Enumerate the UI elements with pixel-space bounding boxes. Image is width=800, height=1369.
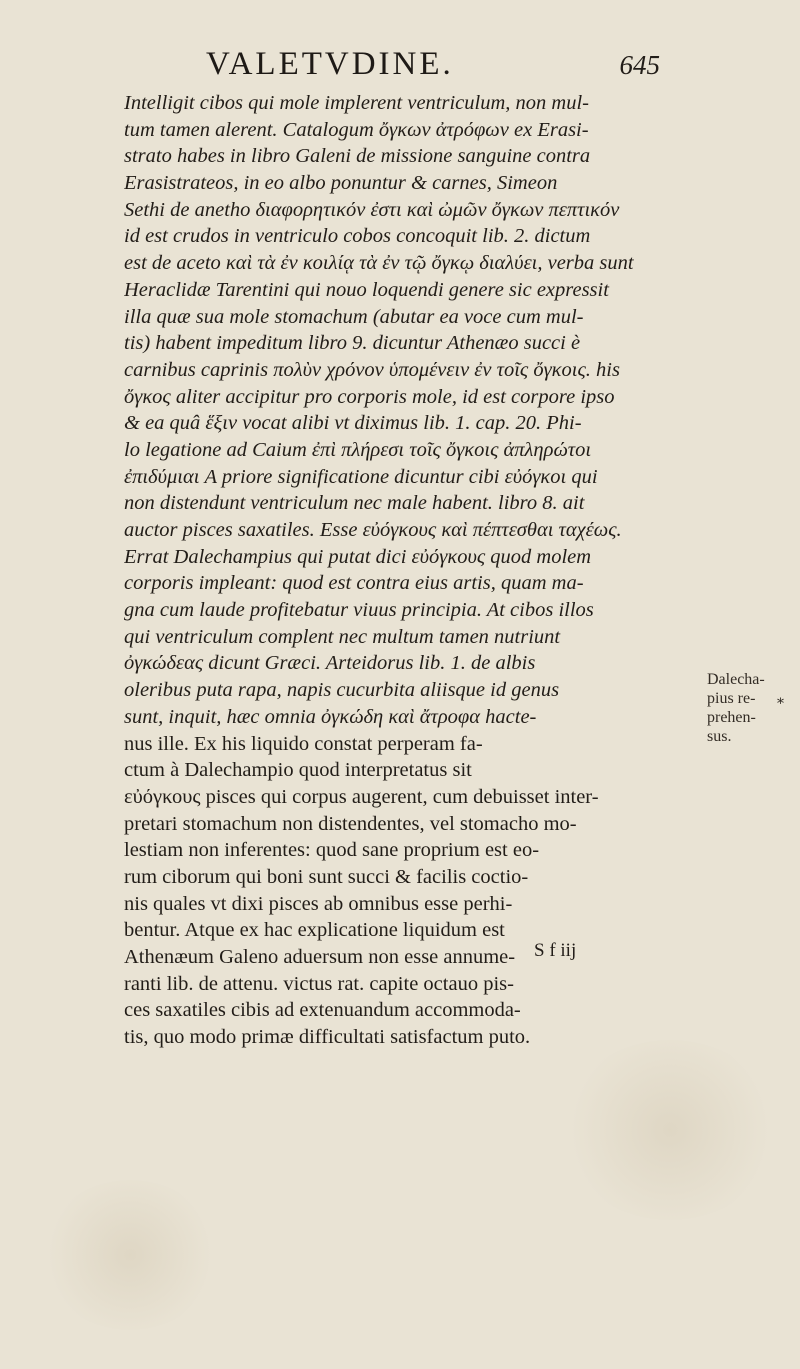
margin-note-line: pius re- — [707, 690, 756, 707]
running-head — [190, 46, 660, 86]
text-line: & ea quâ ἕξιν vocat alibi vt diximus lib. 1. cap. 20. Phi- — [124, 412, 582, 435]
text-line: illa quæ sua mole stomachum (abutar ea voce cum mul- — [124, 305, 584, 328]
asterisk-mark: * — [777, 696, 784, 712]
text-line: non distendunt ventriculum nec male habent. libro 8. ait — [124, 492, 585, 515]
text-line: Sethi de anetho διαφορητικόν ἐστι καὶ ὠμῶν ὄγκων πεπτικόν — [124, 198, 620, 221]
text-line: ὄγκος aliter accipitur pro corporis mole, id est corpore ipso — [124, 385, 615, 408]
margin-note-line: prehen- — [707, 709, 756, 726]
paper-stain — [40, 1180, 220, 1330]
text-line: carnibus caprinis πολὺν χρόνον ὑπομένειν ἐν τοῖς ὄγκοις. his — [124, 358, 620, 381]
margin-note-line: Dalecha- — [707, 671, 765, 688]
text-line: bentur. Atque ex hac explicatione liquidum est — [124, 919, 505, 942]
text-line: εὐόγκους pisces qui corpus augerent, cum debuisset inter- — [124, 785, 599, 808]
margin-note — [707, 670, 777, 746]
text-line: ranti lib. de attenu. victus rat. capite octauo pis- — [124, 972, 514, 995]
text-line: lestiam non inferentes: quod sane proprium est eo- — [124, 839, 540, 862]
text-line: Intelligit cibos qui mole implerent ventriculum, non mul- — [124, 92, 589, 114]
text-line: Heraclidæ Tarentini qui nouo loquendi genere sic expressit — [124, 278, 609, 301]
text-line: tis) habent impeditum libro 9. dicuntur Athenæo succi è — [124, 332, 581, 355]
text-line: ἐπιδύμιαι A priore significatione dicuntur cibi εὐόγκοι qui — [124, 465, 598, 488]
margin-note-line: sus. — [707, 728, 732, 745]
text-line: ces saxatiles cibis ad extenuandum accommoda- — [124, 999, 521, 1022]
text-line: Errat Dalechampius qui putat dici εὐόγκους quod molem — [124, 545, 592, 568]
text-line: Athenæum Galeno aduersum non esse annume- — [124, 946, 516, 968]
text-line: est de aceto καὶ τὰ ἐν κοιλίᾳ τὰ ἐν τῷ ὄγκῳ διαλύει, verba sunt — [124, 252, 634, 275]
text-line: tum tamen alerent. Catalogum ὄγκων ἀτρόφων ex Erasi- — [124, 118, 589, 141]
paper-stain — [560, 1040, 780, 1220]
signature-mark: S f iij — [534, 940, 577, 961]
page-number: 645 — [619, 50, 660, 80]
text-line: oleribus puta rapa, napis cucurbita aliisque id genus — [124, 679, 560, 702]
text-line: corporis impleant: quod est contra eius artis, quam ma- — [124, 572, 584, 595]
text-line: nis quales vt dixi pisces ab omnibus esse perhi- — [124, 892, 513, 915]
text-line: id est crudos in ventriculo cobos concoquit lib. 2. dictum — [124, 225, 591, 248]
text-line: auctor pisces saxatiles. Esse εὐόγκους καὶ πέπτεσθαι ταχέως. — [124, 519, 622, 541]
body-text — [124, 90, 684, 1051]
text-line: strato habes in libro Galeni de missione sanguine contra — [124, 145, 591, 168]
text-line: Erasistrateos, in eo albo ponuntur & carnes, Simeon — [124, 172, 558, 195]
text-line: nus ille. Ex his liquido constat perperam fa- — [124, 732, 483, 755]
text-line: lo legatione ad Caium ἐπὶ πλήρεσι τοῖς ὄγκοις ἀπληρώτοι — [124, 438, 592, 461]
text-line: ὀγκώδεας dicunt Græci. Arteidorus lib. 1. de albis — [124, 652, 536, 675]
text-line: pretari stomachum non distendentes, vel stomacho mo- — [124, 812, 577, 835]
text-line: gna cum laude profitebatur viuus principia. At cibos illos — [124, 599, 594, 622]
text-line: sunt, inquit, hæc omnia ὀγκώδη καὶ ἄτροφα hacte- — [124, 705, 537, 728]
text-line: qui ventriculum complent nec multum tamen nutriunt — [124, 625, 561, 648]
text-line: tis, quo modo primæ difficultati satisfactum puto. — [124, 1026, 531, 1049]
text-line: ctum à Dalechampio quod interpretatus sit — [124, 759, 472, 782]
running-title: VALETVDINE. — [206, 46, 454, 82]
text-line: rum ciborum qui boni sunt succi & facilis coctio- — [124, 865, 529, 888]
